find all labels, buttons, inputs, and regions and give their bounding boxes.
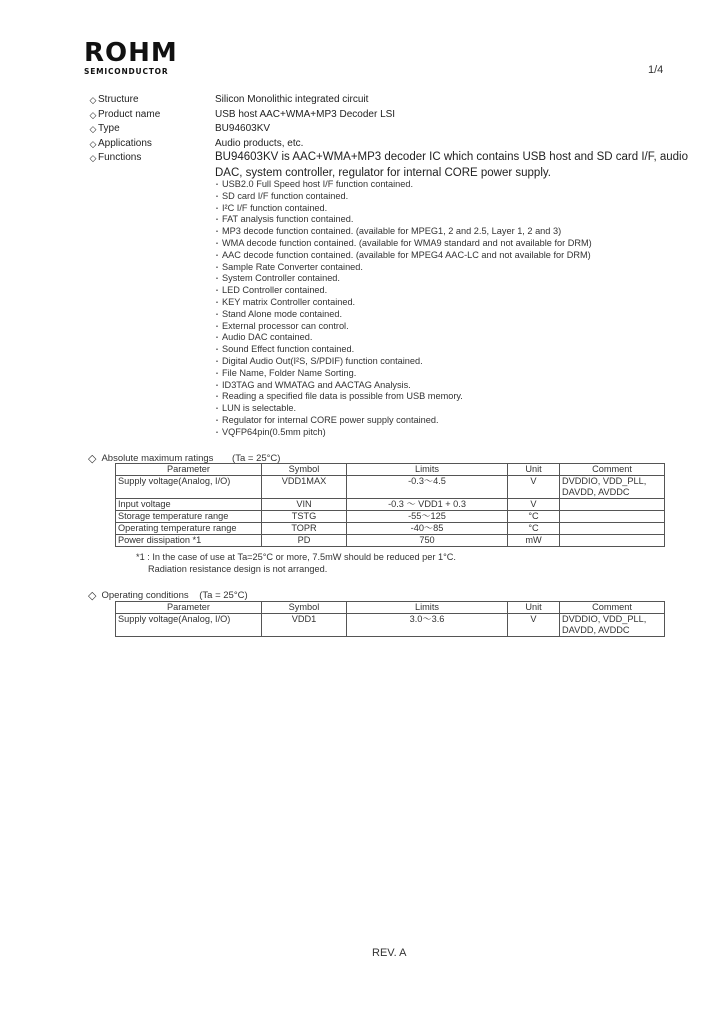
table-header-row: [116, 602, 665, 614]
feature-item: [213, 309, 592, 321]
diamond-icon: ◇: [89, 138, 97, 149]
table-cell: °C: [508, 511, 560, 523]
table-cell: VDD1MAX: [262, 476, 347, 499]
table-cell: -55～125: [347, 511, 508, 523]
feature-item: [213, 238, 592, 250]
bullet-icon: ・: [213, 262, 221, 272]
bullet-icon: ・: [213, 392, 221, 402]
bullet-icon: ・: [213, 191, 221, 201]
table-cell: V: [508, 614, 560, 637]
table-row: [116, 535, 665, 547]
table-cell: Storage temperature range: [116, 511, 262, 523]
page-number: 1/4: [648, 64, 664, 76]
bullet-icon: ・: [213, 415, 221, 425]
spec-row-applications: [88, 137, 688, 152]
table-cell: °C: [508, 523, 560, 535]
spec-value: Silicon Monolithic integrated circuit: [215, 94, 369, 105]
feature-text: Stand Alone mode contained.: [222, 308, 343, 319]
table-cell: [560, 511, 665, 523]
bullet-icon: ・: [213, 309, 221, 319]
op-cond-table: [115, 601, 665, 637]
table-cell: VIN: [262, 499, 347, 511]
feature-item: [213, 214, 592, 226]
table-row: [116, 511, 665, 523]
table-cell: [560, 535, 665, 547]
bullet-icon: ・: [213, 215, 221, 225]
feature-text: File Name, Folder Name Sorting.: [222, 367, 357, 378]
rohm-logo: [84, 40, 178, 76]
bullet-icon: ・: [213, 297, 221, 307]
spec-key: Structure: [98, 94, 139, 105]
abs-max-note-1: *1 : In the case of use at Ta=25°C or more, 7.5mW should be reduced per 1°C.: [136, 552, 456, 562]
table-cell: [560, 499, 665, 511]
bullet-icon: ・: [213, 427, 221, 437]
feature-item: [213, 427, 592, 439]
bullet-icon: ・: [213, 380, 221, 390]
feature-item: [213, 179, 592, 191]
abs-max-table: [115, 463, 665, 547]
condition-text: (Ta = 25°C): [232, 453, 281, 464]
revision-label: REV. A: [372, 947, 407, 959]
bullet-icon: ・: [213, 345, 221, 355]
diamond-icon: ◇: [89, 95, 97, 105]
spec-key: Type: [98, 123, 120, 134]
bullet-icon: ・: [213, 238, 221, 248]
table-cell: Input voltage: [116, 499, 262, 511]
feature-item: [213, 273, 592, 285]
feature-text: USB2.0 Full Speed host I/F function contained.: [222, 179, 414, 189]
bullet-icon: ・: [213, 203, 221, 213]
feature-item: [213, 380, 592, 392]
table-cell: V: [508, 476, 560, 499]
feature-text: KEY matrix Controller contained.: [222, 296, 356, 307]
feature-text: AAC decode function contained. (available for MPEG4 AAC-LC and not available for DRM): [222, 249, 591, 260]
table-cell: TSTG: [262, 511, 347, 523]
header-cell: Unit: [508, 602, 560, 614]
spec-row-type: [88, 122, 688, 137]
table-cell: -0.3～4.5: [347, 476, 508, 499]
feature-text: Digital Audio Out(I²S, S/PDIF) function contained.: [222, 355, 423, 366]
diamond-icon: ◇: [88, 590, 97, 602]
table-cell: DVDDIO, VDD_PLL, DAVDD, AVDDC: [560, 614, 665, 637]
spec-key: Functions: [98, 152, 142, 163]
spec-key: Applications: [98, 137, 152, 149]
table-cell: -0.3 ～ VDD1 + 0.3: [347, 499, 508, 511]
diamond-icon: ◇: [89, 124, 97, 134]
feature-text: Sound Effect function contained.: [222, 344, 355, 355]
feature-item: [213, 203, 592, 215]
table-cell: Supply voltage(Analog, I/O): [116, 614, 262, 637]
feature-text: External processor can control.: [222, 320, 349, 331]
feature-text: Reading a specified file data is possible from USB memory.: [222, 391, 463, 402]
table-cell: mW: [508, 535, 560, 547]
table-row: [116, 614, 665, 637]
table-cell: TOPR: [262, 523, 347, 535]
logo-wordmark: ROHM: [84, 38, 178, 68]
bullet-icon: ・: [213, 180, 221, 189]
feature-item: [213, 403, 592, 415]
section-title-text: Absolute maximum ratings: [101, 453, 214, 464]
header-cell: Symbol: [262, 602, 347, 614]
header-cell: Limits: [347, 464, 508, 476]
table-cell: PD: [262, 535, 347, 547]
table-cell: [560, 523, 665, 535]
condition-text: (Ta = 25°C): [199, 590, 248, 601]
header-cell: Parameter: [116, 602, 262, 614]
bullet-icon: ・: [213, 368, 221, 378]
feature-text: MP3 decode function contained. (available for MPEG1, 2 and 2.5, Layer 1, 2 and 3): [222, 226, 562, 237]
spec-row-product-name: [88, 108, 688, 123]
table-row: [116, 523, 665, 535]
feature-item: [213, 391, 592, 403]
bullet-icon: ・: [213, 356, 221, 366]
feature-item: [213, 368, 592, 380]
table-cell: DVDDIO, VDD_PLL, DAVDD, AVDDC: [560, 476, 665, 499]
feature-text: System Controller contained.: [222, 273, 340, 284]
abs-max-note-2: Radiation resistance design is not arranged.: [148, 564, 328, 574]
header-cell: Symbol: [262, 464, 347, 476]
feature-item: [213, 332, 592, 344]
feature-text: FAT analysis function contained.: [222, 214, 354, 225]
feature-text: ID3TAG and WMATAG and AACTAG Analysis.: [222, 379, 411, 390]
functions-description: BU94603KV is AAC+WMA+MP3 decoder IC which contains USB host and SD card I/F, audio DAC, system controller, regulator for internal CORE power supply.: [215, 151, 689, 179]
spec-value: BU94603KV: [215, 123, 271, 134]
header-cell: Limits: [347, 602, 508, 614]
section-title-text: Operating conditions: [101, 590, 189, 601]
table-cell: VDD1: [262, 614, 347, 637]
table-row: [116, 499, 665, 511]
spec-row-structure: [88, 93, 688, 108]
feature-text: WMA decode function contained. (available for WMA9 standard and not available for DRM): [222, 237, 592, 248]
feature-item: [213, 285, 592, 297]
feature-item: [213, 321, 592, 333]
feature-text: LED Controller contained.: [222, 285, 328, 296]
table-cell: Power dissipation *1: [116, 535, 262, 547]
feature-item: [213, 226, 592, 238]
feature-text: SD card I/F function contained.: [222, 190, 349, 201]
bullet-icon: ・: [213, 333, 221, 343]
table-header-row: [116, 464, 665, 476]
feature-item: [213, 356, 592, 368]
table-row: [116, 476, 665, 499]
table-cell: Supply voltage(Analog, I/O): [116, 476, 262, 499]
feature-text: VQFP64pin(0.5mm pitch): [222, 426, 326, 437]
table-cell: -40～85: [347, 523, 508, 535]
feature-item: [213, 250, 592, 262]
table-cell: Operating temperature range: [116, 523, 262, 535]
feature-item: [213, 415, 592, 427]
spec-value: USB host AAC+WMA+MP3 Decoder LSI: [215, 108, 396, 120]
feature-text: Audio DAC contained.: [222, 332, 313, 343]
spec-value: Audio products, etc.: [215, 137, 304, 149]
bullet-icon: ・: [213, 404, 221, 414]
diamond-icon: ◇: [88, 453, 97, 465]
feature-text: Sample Rate Converter contained.: [222, 261, 363, 272]
header-cell: Comment: [560, 602, 665, 614]
table-cell: V: [508, 499, 560, 511]
feature-text: I²C I/F function contained.: [222, 202, 328, 213]
header-cell: Comment: [560, 464, 665, 476]
bullet-icon: ・: [213, 250, 221, 260]
logo-subtitle: SEMICONDUCTOR: [84, 67, 169, 76]
feature-item: [213, 344, 592, 356]
table-cell: 3.0～3.6: [347, 614, 508, 637]
feature-item: [213, 297, 592, 309]
feature-item: [213, 191, 592, 203]
bullet-icon: ・: [213, 274, 221, 284]
diamond-icon: ◇: [89, 109, 97, 120]
bullet-icon: ・: [213, 286, 221, 296]
table-cell: 750: [347, 535, 508, 547]
bullet-icon: ・: [213, 321, 221, 331]
header-cell: Parameter: [116, 464, 262, 476]
header-cell: Unit: [508, 464, 560, 476]
bullet-icon: ・: [213, 227, 221, 237]
op-cond-title: [88, 588, 248, 601]
feature-list: [213, 179, 592, 439]
spec-key: Product name: [98, 108, 161, 120]
diamond-icon: ◇: [89, 153, 97, 163]
feature-text: Regulator for internal CORE power supply contained.: [222, 414, 439, 425]
feature-item: [213, 262, 592, 274]
feature-text: LUN is selectable.: [222, 403, 297, 414]
